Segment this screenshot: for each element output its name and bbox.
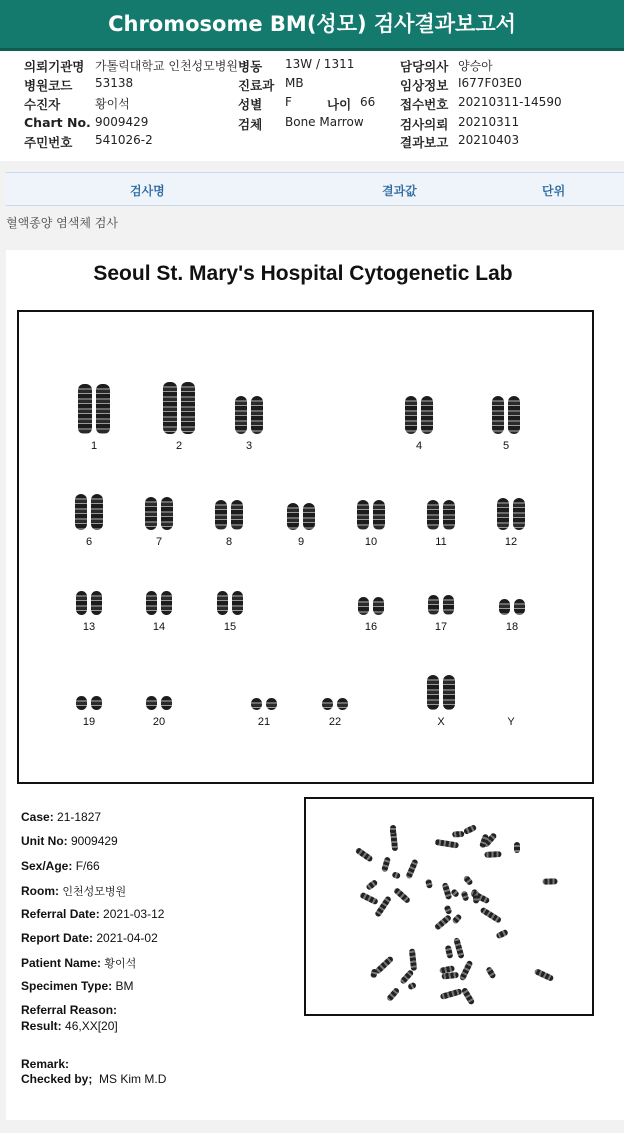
age-value: 66 — [360, 95, 376, 109]
metaphase-chromosome — [391, 871, 401, 879]
hospital-code-label: 병원코드 — [24, 78, 73, 93]
chromosome-label: 14 — [152, 621, 166, 633]
room-label: Room: — [21, 884, 59, 898]
chromosome-label: 12 — [504, 536, 518, 548]
checked-label: Checked by; — [21, 1072, 93, 1086]
room-value: 인천성모병원 — [62, 886, 127, 898]
clinical-info-label: 임상정보 — [400, 78, 449, 93]
metaphase-chromosome — [439, 989, 462, 1001]
sex-value: F — [285, 95, 292, 109]
chromosome-2 — [163, 382, 177, 434]
chromosome-label: X — [437, 716, 445, 728]
result-value: 46,XX[20] — [65, 1019, 118, 1033]
request-label: 검사의뢰 — [400, 117, 449, 132]
receipt-label: 접수번호 — [400, 97, 449, 112]
metaphase-chromosome — [434, 914, 452, 931]
case-value: 21-1827 — [57, 810, 102, 824]
sexage-value: F/66 — [75, 859, 100, 873]
metaphase-chromosome — [514, 842, 520, 853]
clinical-info-value: I677F03E0 — [458, 76, 522, 90]
chromosome-5 — [492, 396, 504, 434]
report-label: 결과보고 — [400, 135, 449, 150]
hospital-code-value: 53138 — [95, 76, 134, 90]
metaphase-chromosome — [453, 938, 464, 959]
remark-label: Remark: — [21, 1057, 70, 1071]
ward-value: 13W / 1311 — [285, 57, 355, 71]
lab-title: Seoul St. Mary's Hospital Cytogenetic Lab — [93, 262, 513, 285]
chromosome-label: 9 — [297, 536, 305, 548]
specimen-label: 검체 — [238, 117, 263, 132]
checked-value: MS Kim M.D — [99, 1072, 167, 1086]
report-title-bar — [0, 0, 624, 51]
chromosome-7 — [145, 497, 157, 530]
metaphase-chromosome — [452, 914, 463, 925]
chromosome-16 — [373, 597, 384, 615]
metaphase-chromosome — [451, 831, 464, 838]
chromosome-22 — [322, 698, 333, 710]
chromosome-10 — [357, 500, 369, 530]
chromosome-label: 6 — [85, 536, 93, 548]
results-table-header — [6, 172, 624, 206]
chromosome-12 — [513, 498, 525, 530]
metaphase-chromosome — [435, 839, 459, 849]
id-value: 541026-2 — [95, 133, 153, 147]
chart-label: Chart No. — [24, 115, 91, 130]
col-result: 결과값 — [382, 184, 417, 198]
unit-value: 9009429 — [71, 834, 118, 848]
case-label: Case: — [21, 810, 54, 824]
sex-label: 성별 — [238, 97, 263, 112]
chromosome-4 — [405, 396, 417, 434]
referral-reason-label: Referral Reason: — [21, 1003, 118, 1017]
specimen-value: Bone Marrow — [285, 115, 364, 129]
chromosome-4 — [421, 396, 433, 434]
metaphase-chromosome — [463, 874, 474, 886]
metaphase-chromosome — [463, 824, 477, 835]
chromosome-16 — [358, 597, 369, 615]
metaphase-chromosome — [443, 904, 452, 915]
chromosome-18 — [499, 599, 510, 615]
chromosome-18 — [514, 599, 525, 615]
doctor-label: 담당의사 — [400, 59, 449, 74]
chromosome-label: 15 — [223, 621, 237, 633]
chromosome-19 — [76, 696, 87, 710]
chromosome-X — [443, 675, 455, 710]
metaphase-chromosome — [405, 859, 418, 880]
page-title: Chromosome BM(성모) 검사결과보고서 — [108, 12, 516, 36]
chromosome-9 — [287, 503, 299, 530]
chromosome-19 — [91, 696, 102, 710]
referral-date-value: 2021-03-12 — [103, 907, 165, 921]
patient-info-panel — [0, 51, 624, 161]
metaphase-chromosome — [441, 972, 459, 980]
test-name: 혈액종양 염색체 검사 — [6, 216, 118, 230]
metaphase-chromosome — [381, 857, 391, 873]
chromosome-label: Y — [507, 716, 515, 728]
chromosome-1 — [96, 384, 110, 434]
report-date-label: Report Date: — [21, 931, 94, 945]
chromosome-14 — [161, 591, 172, 615]
specimen-type-label: Specimen Type: — [21, 979, 113, 993]
chromosome-13 — [76, 591, 87, 615]
chromosome-11 — [443, 500, 455, 530]
metaphase-chromosome — [354, 847, 373, 863]
institution-value: 가톨릭대학교 인천성모병원 — [95, 59, 238, 73]
chromosome-20 — [146, 696, 157, 710]
chromosome-label: 21 — [257, 716, 271, 728]
chromosome-label: 11 — [435, 536, 447, 548]
specimen-type-value: BM — [115, 979, 134, 993]
chromosome-6 — [75, 494, 87, 530]
patient-name-label: Patient Name: — [21, 956, 102, 970]
chromosome-label: 18 — [505, 621, 519, 633]
metaphase-chromosome — [409, 949, 417, 971]
metaphase-chromosome — [459, 960, 474, 982]
chromosome-label: 3 — [245, 440, 253, 452]
result-label: Result: — [21, 1019, 62, 1033]
chromosome-label: 2 — [175, 440, 183, 452]
chromosome-label: 17 — [434, 621, 448, 633]
chromosome-label: 10 — [364, 536, 378, 548]
chromosome-15 — [217, 591, 228, 615]
age-label: 나이 — [327, 97, 352, 112]
metaphase-chromosome — [496, 928, 510, 939]
metaphase-chromosome — [393, 887, 411, 904]
chromosome-label: 1 — [90, 440, 98, 452]
unit-label: Unit No: — [21, 834, 68, 848]
chromosome-11 — [427, 500, 439, 530]
metaphase-chromosome — [386, 986, 400, 1001]
receipt-value: 20210311-14590 — [458, 95, 562, 109]
metaphase-chromosome — [485, 966, 496, 979]
chromosome-6 — [91, 494, 103, 530]
chromosome-21 — [251, 698, 262, 710]
chromosome-14 — [146, 591, 157, 615]
col-unit: 단위 — [542, 184, 566, 198]
chromosome-label: 20 — [152, 716, 166, 728]
request-value: 20210311 — [458, 115, 520, 129]
metaphase-chromosome — [445, 944, 454, 958]
chromosome-17 — [443, 595, 454, 615]
metaphase-chromosome — [473, 894, 479, 904]
chromosome-9 — [303, 503, 315, 530]
metaphase-chromosome — [365, 879, 378, 891]
chromosome-22 — [337, 698, 348, 710]
chromosome-3 — [251, 396, 263, 434]
chromosome-20 — [161, 696, 172, 710]
metaphase-chromosome — [485, 851, 502, 858]
metaphase-chromosome — [534, 968, 555, 982]
metaphase-image — [304, 797, 594, 1016]
institution-label: 의뢰기관명 — [24, 59, 85, 74]
chromosome-3 — [235, 396, 247, 434]
chromosome-7 — [161, 497, 173, 530]
karyotype-report — [6, 250, 624, 1120]
chromosome-label: 7 — [155, 536, 163, 548]
id-label: 주민번호 — [24, 135, 73, 150]
patient-value: 황이석 — [95, 97, 130, 111]
ward-label: 병동 — [238, 59, 263, 74]
chromosome-label: 4 — [415, 440, 423, 452]
chromosome-5 — [508, 396, 520, 434]
metaphase-chromosome — [461, 987, 475, 1006]
report-date-value: 2021-04-02 — [96, 931, 158, 945]
chromosome-X — [427, 675, 439, 710]
metaphase-chromosome — [480, 907, 502, 924]
chromosome-10 — [373, 500, 385, 530]
chromosome-label: 22 — [328, 716, 342, 728]
metaphase-chromosome — [407, 981, 417, 990]
karyogram — [17, 310, 594, 784]
chromosome-17 — [428, 595, 439, 615]
chromosome-15 — [232, 591, 243, 615]
metaphase-chromosome — [425, 878, 433, 888]
chromosome-8 — [215, 500, 227, 530]
patient-name-value: 황이석 — [104, 958, 137, 970]
chromosome-2 — [181, 382, 195, 434]
chromosome-label: 19 — [82, 716, 96, 728]
metaphase-chromosome — [460, 890, 469, 901]
chromosome-8 — [231, 500, 243, 530]
sexage-label: Sex/Age: — [21, 859, 73, 873]
chromosome-1 — [78, 384, 92, 434]
chromosome-label: 8 — [225, 536, 233, 548]
dept-label: 진료과 — [238, 78, 275, 93]
chromosome-13 — [91, 591, 102, 615]
metaphase-chromosome — [359, 892, 379, 906]
doctor-value: 양승아 — [458, 59, 493, 73]
metaphase-chromosome — [542, 879, 557, 885]
report-value: 20210403 — [458, 133, 520, 147]
chromosome-label: 13 — [82, 621, 96, 633]
col-test-name: 검사명 — [130, 184, 165, 198]
chromosome-label: 16 — [364, 621, 378, 633]
chromosome-label: 5 — [502, 440, 510, 452]
referral-date-label: Referral Date: — [21, 907, 100, 921]
chromosome-12 — [497, 498, 509, 530]
chart-value: 9009429 — [95, 115, 149, 129]
dept-value: MB — [285, 76, 304, 90]
patient-label: 수진자 — [24, 97, 61, 112]
chromosome-21 — [266, 698, 277, 710]
